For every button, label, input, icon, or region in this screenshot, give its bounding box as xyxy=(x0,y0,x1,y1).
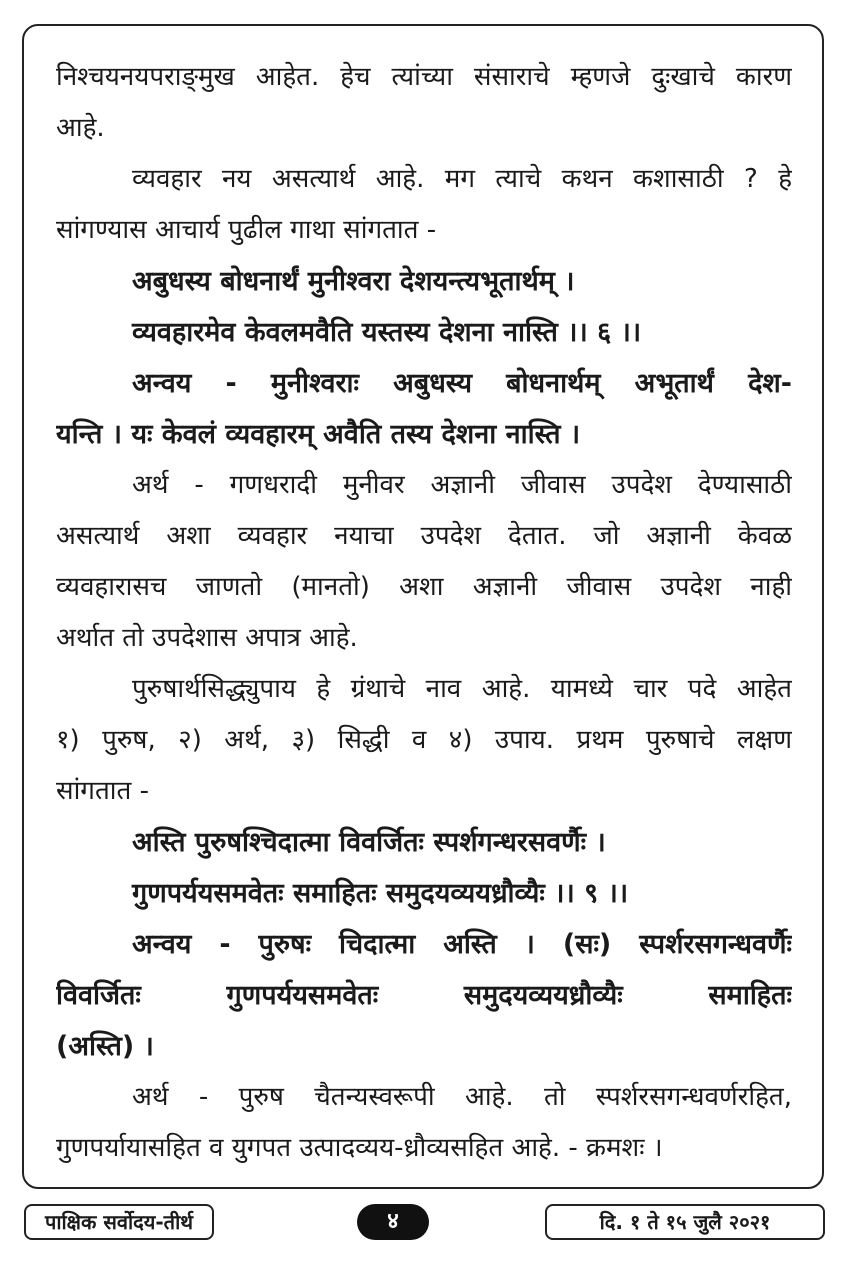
text-line: सांगण्यास आचार्य पुढील गाथा सांगतात - xyxy=(56,215,437,245)
verse-line: गुणपर्ययसमवेतः समाहितः समुदयव्ययध्रौव्यैः ।। ९ ।। xyxy=(132,878,629,909)
text-line: व्यवहारासच जाणतो (मानतो) अशा अज्ञानी जीवास उपदेश नाही xyxy=(56,572,792,602)
page-number: ४ xyxy=(357,1204,429,1240)
paragraph-start: व्यवहार नय असत्यार्थ आहे. मग त्याचे कथन कशासाठी ? हे xyxy=(132,164,792,194)
meaning-line: अर्थ - गणधरादी मुनीवर अज्ञानी जीवास उपदेश देण्यासाठी xyxy=(132,470,792,500)
publication-name: पाक्षिक सर्वोदय-तीर्थ xyxy=(24,1204,214,1240)
text-line: असत्यार्थ अशा व्यवहार नयाचा उपदेश देतात. जो अज्ञानी केवळ xyxy=(56,521,792,551)
anvaya-line: विवर्जितः गुणपर्ययसमवेतः समुदयव्ययध्रौव्यैः समाहितः xyxy=(56,980,792,1011)
anvaya-line: (अस्ति) । xyxy=(56,1031,154,1062)
text-line: अर्थात तो उपदेशास अपात्र आहे. xyxy=(56,623,358,653)
verse-line: व्यवहारमेव केवलमवैति यस्तस्य देशना नास्ति ।। ६ ।। xyxy=(132,317,642,348)
article-body xyxy=(56,52,792,1174)
text-line: सांगतात - xyxy=(56,776,149,806)
anvaya-line: यन्ति । यः केवलं व्यवहारम् अवैति तस्य देशना नास्ति । xyxy=(56,419,581,450)
paragraph-start: पुरुषार्थसिद्ध्युपाय हे ग्रंथाचे नाव आहे. यामध्ये चार पदे आहेत xyxy=(132,674,792,704)
verse-line: अबुधस्य बोधनार्थं मुनीश्वरा देशयन्त्यभूतार्थम् । xyxy=(132,266,575,297)
text-line: आहे. xyxy=(56,113,105,143)
text-line: १) पुरुष, २) अर्थ, ३) सिद्धी व ४) उपाय. प्रथम पुरुषाचे लक्षण xyxy=(56,725,792,755)
anvaya-line: अन्वय - मुनीश्वराः अबुधस्य बोधनार्थम् अभूतार्थं देश- xyxy=(132,368,792,399)
text-line: निश्चयनयपराङ्‍मुख आहेत. हेच त्यांच्या संसाराचे म्हणजे दुःखाचे कारण xyxy=(56,62,792,92)
meaning-line: अर्थ - पुरुष चैतन्यस्वरूपी आहे. तो स्पर्शरसगन्धवर्णरहित, xyxy=(132,1082,792,1112)
issue-date: दि. १ ते १५ जुलै २०२१ xyxy=(545,1204,825,1240)
anvaya-line: अन्वय - पुरुषः चिदात्मा अस्ति । (सः) स्पर्शरसगन्धवर्णैः xyxy=(132,929,792,960)
text-line: गुणपर्यायासहित व युगपत उत्पादव्यय-ध्रौव्यसहित आहे. - क्रमशः । xyxy=(56,1133,663,1163)
verse-line: अस्ति पुरुषश्चिदात्मा विवर्जितः स्पर्शगन्धरसवर्णैः । xyxy=(132,827,606,858)
